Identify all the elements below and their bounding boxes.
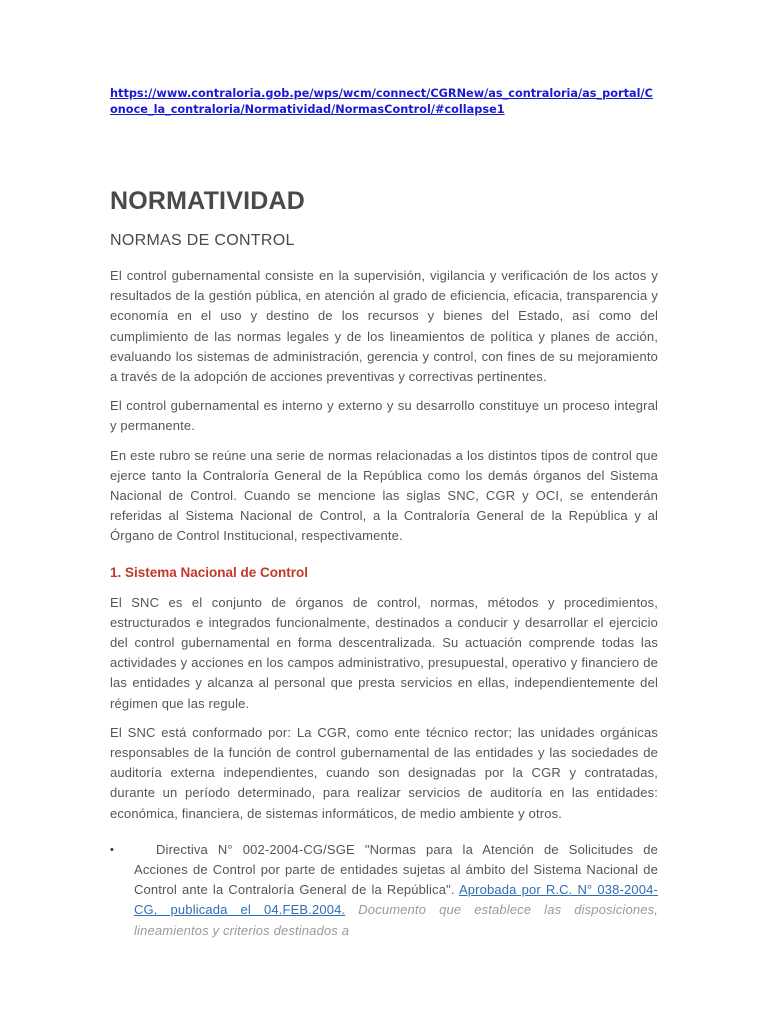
section-paragraph-2: El SNC está conformado por: La CGR, como ente técnico rector; las unidades orgánicas responsables de la función de control gubernamental de las entidades y las sociedades de auditoría externa independientes, cuando son designadas por la CGR y contratadas, durante un período determinado, para realizar servicios de auditoría en las entidades: económica, financiera, de sistemas informáticos, de medio ambiente y otros. — [110, 724, 658, 821]
directive-text: Directiva N° 002-2004-CG/SGE "Normas para la Atención de Solicitudes de Acciones de Control por parte de entidades sujetas al ámbito del Sistema Nacional de Control ante la Contraloría General de la República". — [134, 841, 658, 898]
page-subtitle: NORMAS DE CONTROL — [110, 232, 295, 249]
approval-link[interactable]: Aprobada por R.C. N° 038-2004-CG, publicada el 04.FEB.2004. — [134, 882, 658, 918]
intro-paragraph-3: En este rubro se reúne una serie de normas relacionadas a los distintos tipos de control que ejerce tanto la Contraloría General de la República como los demás órganos del Sistema Nacional de Control. Cuando se mencione las siglas SNC, CGR y OCI, se entenderán referidas al Sistema Nacional de Control, a la Contraloría General de la República y al Órgano de Control Institucional, respectivamente. — [110, 447, 658, 544]
directive-description: Documento que establece las disposiciones, lineamientos y criterios destinados a — [134, 902, 658, 938]
bullet-icon: • — [110, 843, 115, 856]
intro-paragraph-1: El control gubernamental consiste en la supervisión, vigilancia y verificación de los actos y resultados de la gestión pública, en atención al grado de eficiencia, eficacia, transparencia y economía en el uso y destino de los recursos y bienes del Estado, así como del cumplimiento de las normas legales y de los lineamientos de política y planes de acción, evaluando los sistemas de administración, gerencia y control, con fines de su mejoramiento a través de la adopción de acciones preventivas y correctivas pertinentes. — [110, 268, 658, 385]
source-url-link[interactable]: https://www.contraloria.gob.pe/wps/wcm/connect/CGRNew/as_contraloria/as_portal/Conoce_la_contraloria/Normatividad/NormasControl/#collapse1 — [110, 87, 653, 116]
section-paragraph-1: El SNC es el conjunto de órganos de control, normas, métodos y procedimientos, estructurados e integrados funcionalmente, destinados a conducir y desarrollar el ejercicio del control gubernamental en forma descentralizada. Su actuación comprende todas las actividades y acciones en los campos administrativo, presupuestal, operativo y financiero de las entidades y alcanza al personal que presta servicios en ellas, independientemente del régimen que las regule. — [110, 594, 658, 711]
page-title: NORMATIVIDAD — [110, 187, 305, 215]
section-heading-snc: 1. Sistema Nacional de Control — [110, 564, 309, 580]
document-page — [110, 86, 658, 941]
directives-list — [110, 840, 658, 941]
list-item — [110, 840, 658, 941]
intro-paragraph-2: El control gubernamental es interno y externo y su desarrollo constituye un proceso integral y permanente. — [110, 398, 658, 434]
